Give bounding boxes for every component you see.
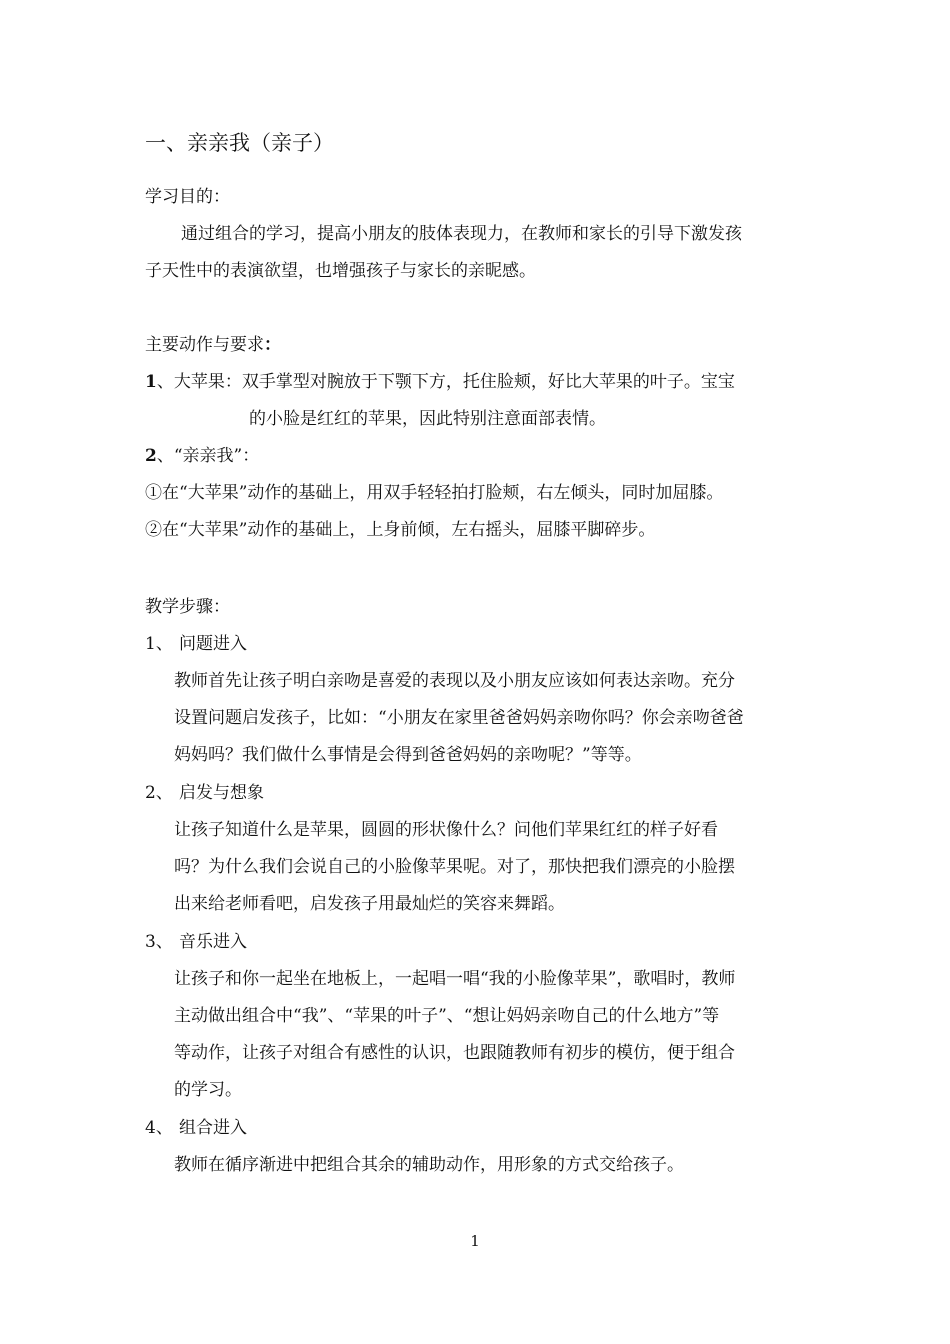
step-1-line: 妈妈吗？我们做什么事情是会得到爸爸妈妈的亲吻呢？”等等。 xyxy=(174,745,642,765)
steps-heading: 教学步骤： xyxy=(145,597,230,617)
step-1-number: 1、 xyxy=(145,634,173,654)
step-3-title: 音乐进入 xyxy=(179,932,247,952)
step-2-line: 让孩子知道什么是苹果，圆圆的形状像什么？问他们苹果红红的样子好看 xyxy=(174,820,718,840)
move-2-sub-2: ②在“大苹果”动作的基础上，上身前倾，左右摇头，屈膝平脚碎步。 xyxy=(145,520,656,540)
goal-paragraph-line: 子天性中的表演欲望，也增强孩子与家长的亲昵感。 xyxy=(145,261,536,281)
move-1-prefix: 、大苹果： xyxy=(156,372,242,392)
step-4-header xyxy=(145,1117,247,1139)
move-1 xyxy=(145,371,735,393)
document-title: 一、亲亲我（亲子） xyxy=(145,131,334,155)
goal-heading: 学习目的： xyxy=(145,187,230,207)
moves-heading-text: 主要动作与要求 xyxy=(145,335,264,355)
move-2 xyxy=(145,445,259,467)
goal-paragraph-line: 通过组合的学习，提高小朋友的肢体表现力，在教师和家长的引导下激发孩 xyxy=(181,224,742,244)
step-4-line: 教师在循序渐进中把组合其余的辅助动作，用形象的方式交给孩子。 xyxy=(174,1155,684,1175)
move-1-text: 双手掌型对腕放于下颚下方，托住脸颊，好比大苹果的叶子。宝宝 xyxy=(241,372,735,392)
moves-heading xyxy=(145,334,281,356)
step-1-header xyxy=(145,633,247,655)
step-3-line: 让孩子和你一起坐在地板上，一起唱一唱“我的小脸像苹果”，歌唱时，教师 xyxy=(174,969,736,989)
step-3-header xyxy=(145,931,247,953)
step-2-line: 出来给老师看吧，启发孩子用最灿烂的笑容来舞蹈。 xyxy=(174,894,565,914)
page-number: 1 xyxy=(470,1232,480,1250)
step-4-number: 4、 xyxy=(145,1118,173,1138)
move-2-sub-1: ①在“大苹果”动作的基础上，用双手轻轻拍打脸颊，右左倾头，同时加屈膝。 xyxy=(145,483,724,503)
step-3-line: 等动作，让孩子对组合有感性的认识，也跟随教师有初步的模仿，便于组合 xyxy=(174,1043,735,1063)
step-1-line: 设置问题启发孩子，比如：“小朋友在家里爸爸妈妈亲吻你吗？你会亲吻爸爸 xyxy=(174,708,744,728)
move-1-number: 1 xyxy=(145,372,157,392)
step-3-line: 的学习。 xyxy=(174,1080,242,1100)
move-2-number: 2 xyxy=(145,446,157,466)
moves-heading-colon: ： xyxy=(264,335,281,355)
step-4-title: 组合进入 xyxy=(179,1118,247,1138)
step-2-line: 吗？为什么我们会说自己的小脸像苹果呢。对了，那快把我们漂亮的小脸摆 xyxy=(174,857,735,877)
step-3-line: 主动做出组合中“我”、“苹果的叶子”、“想让妈妈亲吻自己的什么地方”等 xyxy=(174,1006,720,1026)
step-1-line: 教师首先让孩子明白亲吻是喜爱的表现以及小朋友应该如何表达亲吻。充分 xyxy=(174,671,735,691)
step-3-number: 3、 xyxy=(145,932,173,952)
step-1-title: 问题进入 xyxy=(179,634,247,654)
step-2-header xyxy=(145,782,264,804)
move-2-text: 、“亲亲我”： xyxy=(156,446,260,466)
move-1-continuation: 的小脸是红红的苹果，因此特别注意面部表情。 xyxy=(249,409,606,429)
step-2-number: 2、 xyxy=(145,783,173,803)
step-2-title: 启发与想象 xyxy=(179,783,264,803)
